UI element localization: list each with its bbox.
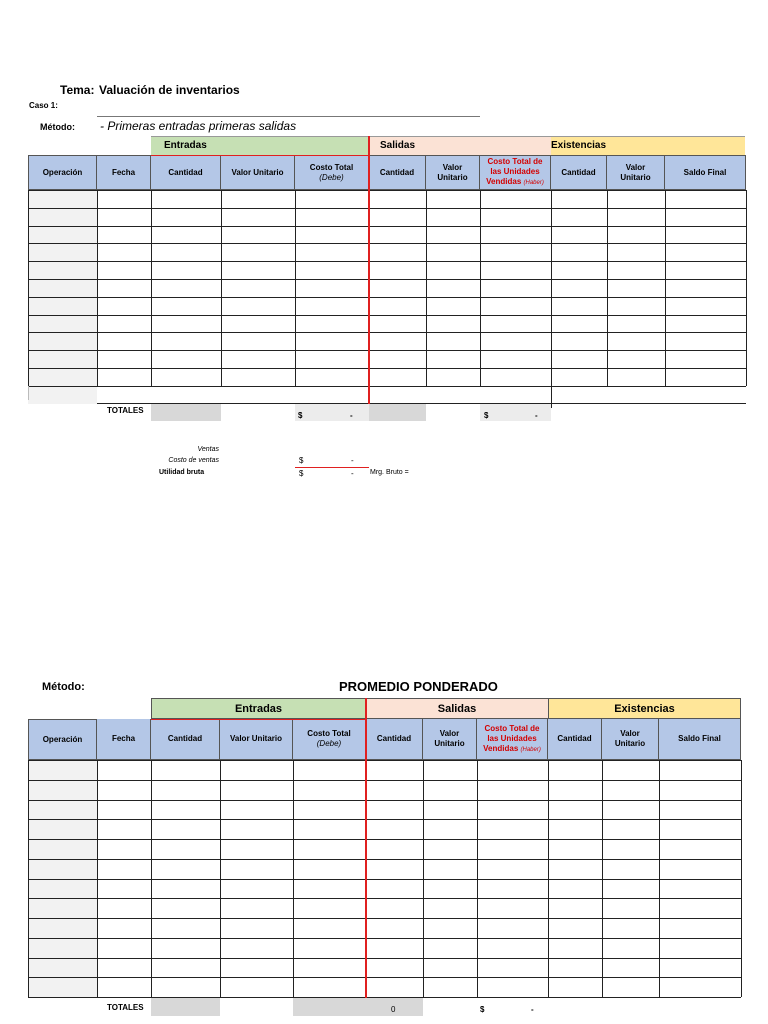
col-cantidad-2: Cantidad [151,719,220,760]
grid-line [28,879,741,880]
grid-line [477,760,478,997]
grid-line [28,190,746,191]
grid-line [28,780,741,781]
col-fecha-2: Fecha [97,719,151,760]
col-cantidad-salidas: Cantidad [369,155,426,190]
tema-label: Tema: [60,83,95,97]
col-valor-unitario-existencias: Valor Unitario [607,155,665,190]
grid-line [28,368,746,369]
grid-line [551,386,552,408]
grid-line [28,859,741,860]
totales-costo-total-2 [293,998,366,1016]
divider [97,116,480,117]
totales-label: TOTALES [107,406,144,415]
grid-line [426,190,427,386]
summary-costo-ventas: Costo de ventas [168,457,219,464]
col-valor-unitario-2: Valor Unitario [220,719,293,760]
grid-line [28,918,741,919]
grid-line [28,243,746,244]
summary-dollar-2: $ [299,469,304,478]
grid-line [28,279,746,280]
col-cantidad: Cantidad [151,155,221,190]
col-valor-unitario-salidas-2: Valor Unitario [423,719,477,760]
group-salidas: Salidas [369,136,551,155]
totales-dollar-salidas: $ [484,411,489,420]
grid-line [741,760,742,997]
metodo-title-2: PROMEDIO PONDERADO [339,679,498,694]
totales-cantidad-entradas [151,404,221,421]
totales-cantidad-salidas [369,404,426,421]
group-salidas-2: Salidas [366,698,548,719]
grid-line [665,190,666,386]
grid-line [28,208,746,209]
group-existencias: Existencias [551,136,745,155]
grid-line [28,977,741,978]
grid-line [151,719,366,720]
col-costo-total-2: Costo Total (Debe) [293,719,366,760]
metodo-value: - Primeras entradas primeras salidas [100,119,297,133]
grid-line [28,190,29,386]
grid-line [293,760,294,997]
col-cantidad-existencias: Cantidad [551,155,607,190]
grid-line [551,190,552,386]
col-operacion: Operación [28,155,97,190]
grid-line [28,839,741,840]
summary-value-1: - [351,456,354,465]
grid-line [97,760,98,997]
group-entradas-2: Entradas [151,698,366,719]
totales-value-entradas: - [350,411,353,420]
grid-line [368,136,370,404]
col-valor-unitario: Valor Unitario [221,155,295,190]
grid-line [746,190,747,386]
summary-mrg-bruto: Mrg. Bruto = [370,469,409,476]
col-cantidad-existencias-2: Cantidad [548,719,602,760]
grid-line [151,155,369,156]
grid-line [28,350,746,351]
totales-dollar-2: $ [480,1005,485,1014]
grid-line [28,386,29,400]
grid-line [28,315,746,316]
grid-line [607,190,608,386]
caso-label: Caso 1: [29,101,58,110]
col-valor-unitario-salidas: Valor Unitario [426,155,480,190]
grid-line [365,698,367,998]
grid-line [295,190,296,386]
grid-line [28,386,746,387]
grid-line [423,760,424,997]
grid-line [151,190,152,386]
tema-value: Valuación de inventarios [99,83,240,97]
col-saldo-final: Saldo Final [665,155,746,190]
col-operacion-2: Operación [28,719,97,760]
grid-line [548,760,549,997]
grid-line [28,226,746,227]
group-existencias-2: Existencias [548,698,741,719]
group-entradas: Entradas [151,136,369,155]
totales-dollar-entradas: $ [298,411,303,420]
grid-line [28,898,741,899]
col-valor-unitario-existencias-2: Valor Unitario [602,719,659,760]
totales-cantidad-entradas-2 [151,998,220,1016]
grid-line [659,760,660,997]
totales-value-2: - [531,1005,534,1014]
summary-value-2: - [351,469,354,478]
metodo-label: Método: [40,122,75,132]
col-costo-total-vendidas: Costo Total de las Unidades Vendidas (Haber) [480,155,551,190]
grid-line [28,938,741,939]
grid-line [28,800,741,801]
totales-label-2: TOTALES [107,1003,144,1012]
col-fecha: Fecha [97,155,151,190]
grid-line [28,760,29,997]
grid-line [28,332,746,333]
grid-line [28,760,741,761]
metodo-label-2: Método: [42,681,85,693]
summary-dollar-1: $ [299,456,304,465]
totales-zero: 0 [391,1005,396,1014]
col-costo-total-vendidas-2: Costo Total de las Unidades Vendidas (Haber) [477,719,548,760]
col-cantidad-salidas-2: Cantidad [366,719,423,760]
summary-ventas: Ventas [197,446,219,453]
grid-line [602,760,603,997]
grid-line [28,297,746,298]
col-saldo-final-2: Saldo Final [659,719,741,760]
grid-line [220,760,221,997]
grid-line [28,261,746,262]
grid-line [28,819,741,820]
col-costo-total: Costo Total (Debe) [295,155,369,190]
grid-line [221,190,222,386]
grid-line [480,190,481,386]
grid-line [97,190,98,386]
grid-line [151,760,152,997]
totales-value-salidas: - [535,411,538,420]
grid-line [28,958,741,959]
summary-utilidad-bruta: Utilidad bruta [159,469,205,476]
